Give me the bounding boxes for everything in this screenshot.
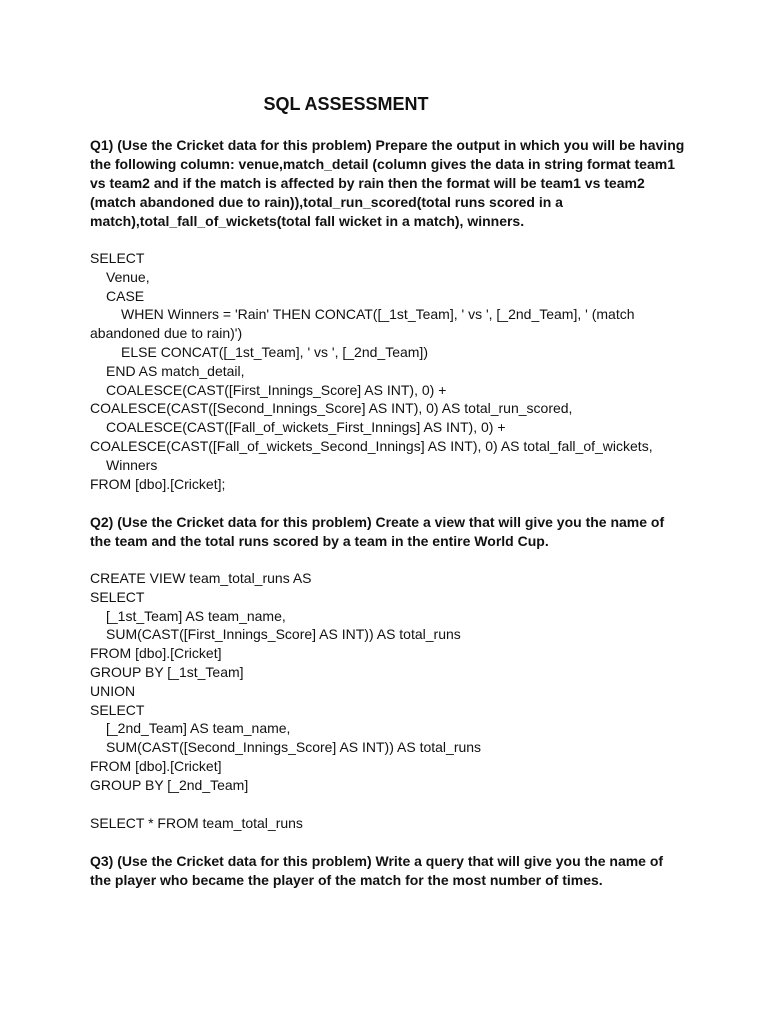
code-line: GROUP BY [_2nd_Team] [90,776,249,793]
question-line: Q1) (Use the Cricket data for this problem) Prepare the output in which you will be having [90,137,685,153]
code-line: CASE [106,287,145,304]
question-line: (match abandoned due to rain)),total_run_scored(total runs scored in a [90,194,563,210]
question-line: vs team2 and if the match is affected by rain then the format will be team1 vs team2 [90,175,645,191]
code-line: UNION [90,682,136,699]
code-line: abandoned due to rain)') [90,325,243,342]
code-line: [_1st_Team] AS team_name, [106,607,286,624]
question-1 [90,136,690,231]
question-line: the player who became the player of the match for the most number of times. [90,872,603,888]
code-line: ELSE CONCAT([_1st_Team], ' vs ', [_2nd_Team]) [121,343,428,360]
code-line: END AS match_detail, [106,362,245,379]
question-2 [90,513,690,551]
code-line: WHEN Winners = 'Rain' THEN CONCAT([_1st_Team], ' vs ', [_2nd_Team], ' (match [121,306,635,323]
page-title: SQL ASSESSMENT [263,94,429,114]
code-line: FROM [dbo].[Cricket]; [90,475,226,492]
q2-select-all [90,814,690,833]
code-line: SELECT [90,588,145,605]
code-line: SELECT [90,250,145,266]
code-line: SUM(CAST([Second_Innings_Score] AS INT)) AS total_runs [106,739,482,756]
code-line: Venue, [106,268,150,285]
question-line: the team and the total runs scored by a team in the entire World Cup. [90,533,549,549]
code-line: COALESCE(CAST([Fall_of_wickets_Second_Innings] AS INT), 0) AS total_fall_of_wickets, [90,437,653,454]
code-line: FROM [dbo].[Cricket] [90,757,222,774]
code-line: COALESCE(CAST([First_Innings_Score] AS INT), 0) + [106,381,447,398]
question-line: Q2) (Use the Cricket data for this problem) Create a view that will give you the name of [90,514,665,530]
code-line: SUM(CAST([First_Innings_Score] AS INT)) AS total_runs [106,626,461,643]
q2-sql-code [90,569,690,795]
code-line: [_2nd_Team] AS team_name, [106,720,291,737]
code-line: COALESCE(CAST([Fall_of_wickets_First_Innings] AS INT), 0) + [106,419,506,436]
code-line: SELECT [90,701,145,718]
question-line: Q3) (Use the Cricket data for this problem) Write a query that will give you the name of [90,853,664,869]
code-line: FROM [dbo].[Cricket] [90,645,222,662]
code-line: COALESCE(CAST([Second_Innings_Score] AS INT), 0) AS total_run_scored, [90,400,573,417]
question-3 [90,852,690,890]
code-line: CREATE VIEW team_total_runs AS [90,570,312,586]
q1-sql-code [90,249,690,493]
question-line: the following column: venue,match_detail (column gives the data in string format team1 [90,156,675,172]
code-line: GROUP BY [_1st_Team] [90,663,244,680]
question-line: match),total_fall_of_wickets(total fall wicket in a match), winners. [90,213,525,229]
code-line: SELECT * FROM team_total_runs [90,815,303,831]
code-line: Winners [106,456,158,473]
